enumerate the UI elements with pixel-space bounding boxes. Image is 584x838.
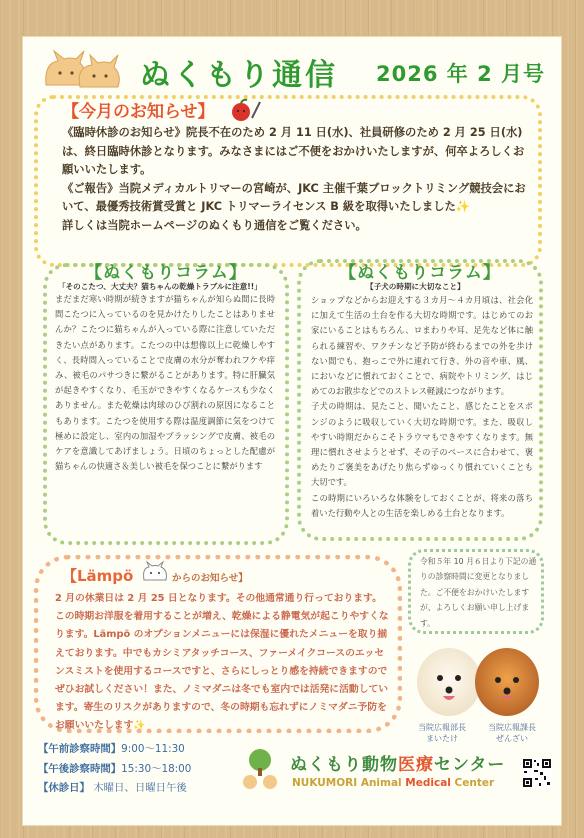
newsletter-title: ぬくもり通信 bbox=[140, 58, 338, 93]
notice-body bbox=[62, 124, 530, 236]
qr-code-icon[interactable] bbox=[522, 758, 552, 788]
column-right-title: 【ぬくもりコラム】 bbox=[339, 263, 501, 283]
clinic-name: ぬくもり動物医療センター bbox=[290, 755, 506, 775]
lampo-heading-tail: からのお知らせ】 bbox=[172, 573, 248, 584]
notice-paragraph-report: 《ご報告》当院メディカルトリマーの宮崎が、JKC 主催千葉ブロックトリミング競技会において、最優秀技術賞受賞と JKC トリマーライセンス B 級を取得いたしました✨ bbox=[62, 181, 526, 214]
clinic-hours bbox=[38, 740, 191, 799]
lampo-body: 2 月の休業日は 2 月 25 日となります。その他通常通り行っております。この時期お洋服を着用することが増え、乾燥による静電気が起こりやすくなります。Lämpö のオプションメニューには保湿に優れたメニューを取り揃えております。中でもカシミアタッチコース、ファーメイクコースのエッセンスミストを使用するコースですと、さらにしっとり感を持続できますのでぜひお試しください！また、ノミマダニは冬でも室内では活発に活動しています。寄生のリスクがありますので、冬の時期も忘れずにノミマダニ予防をお願いいたします✨ bbox=[55, 593, 389, 732]
staff-name: まいたけ bbox=[426, 734, 458, 743]
apple-icon bbox=[228, 98, 262, 122]
cats-logo-icon bbox=[40, 45, 122, 93]
clinic-name-english: NUKUMORI Animal Medical Center bbox=[292, 777, 495, 789]
column-right-paragraph: ショップなどからお迎えする３カ月～４カ月頃は、社会化に加えて生活の土台を作る大切な時期です。はじめてのお家にいることはもちろん、ロまわりや耳、足先など体に触られる練習や、ワクチンなど予防が終わるまでの外を歩けない間でも、抱っこで外に連れて行き、外の音や車、風、においなどに慣れておくことで、病院やトリミング、はじめてのお散歩などでのストレス軽減につながります。 bbox=[311, 295, 533, 397]
column-right-paragraph: この時期にいろいろな体験をしておくことが、将来の落ち着いた行動や人との生活を楽しめる土台となります。 bbox=[311, 492, 533, 518]
column-left-subtitle: 「そのこたつ、大丈夫？猫ちゃんの乾燥トラブルに注意!!」 bbox=[58, 282, 262, 291]
staff-name: ぜんざい bbox=[496, 734, 528, 743]
issue-date: 2026 年 2 月号 bbox=[376, 62, 545, 86]
notice-paragraph-holiday: 《臨時休診のお知らせ》院長不在のため 2 月 11 日(水)、社員研修のため 2 月 25 日(水)は、終日臨時休診となります。みなさまにはご不便をおかけいたしますが、何卒よろしくお願いいたします。 bbox=[62, 126, 525, 177]
clinic-tree-logo-icon bbox=[238, 746, 282, 790]
am-hours: 【午前診察時間】9:00～11:30 bbox=[38, 743, 185, 755]
column-right-paragraph: 子犬の時期は、見たこと、聞いたこと、感じたことをスポンジのように吸収していく大切な時期です。また、吸収しやすい時期だからこそトラウマもできやすくなります。無理に慣れさせようとせず、その子のペースに合わせて、褒めたりご褒美をあげたり焦らずゆっくり慣れていくことも大切です。 bbox=[311, 401, 533, 488]
lampo-cat-icon bbox=[140, 560, 170, 582]
staff-caption-1 bbox=[409, 722, 475, 744]
column-right-text bbox=[311, 293, 533, 521]
lampo-heading: 【Lämpö bbox=[62, 567, 134, 585]
staff-role: 当院広報課長 bbox=[488, 723, 536, 732]
closed-days: 【休診日】 木曜日、日曜日午後 bbox=[38, 782, 187, 795]
staff-role: 当院広報部長 bbox=[418, 723, 466, 732]
notice-heading: 【今月のお知らせ】 bbox=[62, 102, 215, 122]
hours-change-note: 令和５年 10 月６日より下記の通りの診察時間に変更となりました。ご不便をおかけいたしますが、よろしくお願い申し上げます。 bbox=[420, 557, 537, 628]
notice-paragraph-link: 詳しくは当院ホームページのぬくもり通信をご覧ください。 bbox=[62, 218, 367, 232]
column-right-subtitle: 【子犬の時期に大切なこと】 bbox=[366, 282, 465, 291]
pm-hours: 【午後診察時間】15:30～18:00 bbox=[38, 762, 192, 775]
staff-caption-2 bbox=[478, 722, 546, 744]
column-left-text: まだまだ寒い時期が続きますが猫ちゃんが知らぬ間に長時間こたつに入っているのを見かけたりしたことはありませんか？こたつに猫ちゃんが入っている際に注意していただきたい点があります。こたつの中は想像以上に乾燥しやすく、長時間入っていることで皮膚の水分が奪われフケや痒み、被毛のパサつきに繋がることがあります。特に肝臓気が起きやすくなり、毛玉ができやすくなるケースも少なくありません。また乾燥は肉球のひび割れの原因になることもあります。こたつを使用する際は温度調節に気をつけて極めに設定し、室内の加湿やブラッシングで皮膚、被毛のケアを意識してあげましょう。日頃のちょっとした配慮が猫ちゃんの快適さ＆美しい被毛を保つことに繋がります bbox=[55, 294, 275, 472]
staff-dogs-photo bbox=[409, 638, 546, 718]
column-left-title: 【ぬくもりコラム】 bbox=[85, 263, 247, 283]
